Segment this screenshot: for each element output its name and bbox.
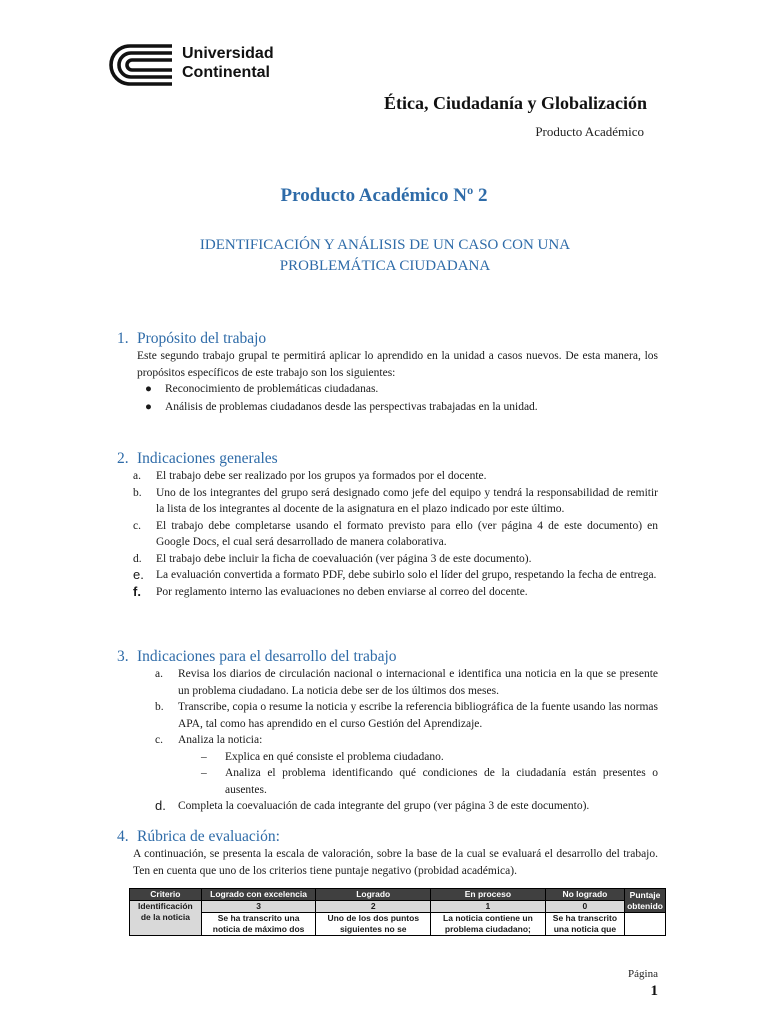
table-cell-score: 1 <box>431 901 546 913</box>
table-row <box>130 901 666 913</box>
section-4-title: Rúbrica de evaluación: <box>137 828 280 845</box>
list-item-text: Explica en qué consiste el problema ciudadano. <box>225 750 444 763</box>
list-marker: – <box>201 767 207 779</box>
list-item <box>155 749 658 766</box>
list-item <box>155 798 658 815</box>
list-item <box>133 584 658 601</box>
logo-wordmark <box>182 44 274 82</box>
list-item <box>133 551 658 568</box>
list-marker: b. <box>155 701 164 713</box>
list-item <box>155 765 658 798</box>
list-item-text: Transcribe, copia o resume la noticia y escribe la referencia bibliográfica de la fuente usando las normas APA, tal como has aprendido en el curso Gestión del Aprendizaje. <box>178 701 658 730</box>
table-cell-score: 2 <box>316 901 431 913</box>
list-marker: d. <box>133 552 142 565</box>
list-item-text: Analiza el problema identificando qué condiciones de la ciudadanía están presentes o ausentes. <box>225 767 658 796</box>
list-marker: c. <box>133 519 141 532</box>
table-cell: noticia de máximo dos <box>201 924 316 936</box>
section-4-number: 4. <box>117 828 129 845</box>
table-cell-score: 3 <box>201 901 316 913</box>
list-item <box>155 666 658 699</box>
bullet-icon: ● <box>145 400 152 413</box>
list-item-text: Completa la coevaluación de cada integrante del grupo (ver página 3 de este documento). <box>178 800 590 812</box>
section-3-heading <box>117 648 397 666</box>
section-1-heading <box>117 330 266 348</box>
section-2-number: 2. <box>117 450 129 467</box>
document-subtitle: IDENTIFICACIÓN Y ANÁLISIS DE UN CASO CON UNA PROBLEMÁTICA CIUDADANA <box>199 237 571 274</box>
list-item <box>145 399 658 416</box>
section-4-text: A continuación, se presenta la escala de valoración, sobre la base de la cual se evaluará el desarrollo del trabajo. Ten en cuenta que uno de los criterios tiene puntaje negativo (probidad académica). <box>133 848 658 877</box>
table-cell-criterion: Identificación de la noticia <box>130 901 202 936</box>
section-1-bullets <box>145 381 658 415</box>
table-header: Logrado con excelencia <box>201 889 316 901</box>
list-item-text: La evaluación convertida a formato PDF, debe subirlo solo el líder del grupo, respetando la fecha de entrega. <box>156 569 657 581</box>
table-header: Logrado <box>316 889 431 901</box>
table-cell: Uno de los dos puntos <box>316 913 431 925</box>
course-subtitle: Producto Académico <box>535 124 644 139</box>
section-2-title: Indicaciones generales <box>137 450 278 467</box>
list-item-text: Revisa los diarios de circulación nacional o internacional e identifica una noticia en la que se presente un problema ciudadano. La noticia debe ser de los últimos dos meses. <box>178 668 658 697</box>
section-2-heading <box>117 450 278 468</box>
section-1-title: Propósito del trabajo <box>137 330 267 347</box>
section-1-number: 1. <box>117 330 129 347</box>
list-item-text: Analiza la noticia: <box>178 734 263 746</box>
section-3-list <box>155 666 658 815</box>
list-item <box>133 468 658 485</box>
list-item <box>155 732 658 749</box>
section-4-heading <box>117 828 280 846</box>
list-marker: d. <box>155 798 166 813</box>
list-item <box>155 699 658 732</box>
list-item-text: Por reglamento interno las evaluaciones no deben enviarse al correo del docente. <box>156 585 528 598</box>
table-header: No logrado <box>545 889 624 901</box>
list-item-text: Uno de los integrantes del grupo será designado como jefe del equipo y tendrá la responsabilidad de remitir la lista de los integrantes al docente de la asignatura en el plazo indicado por este último. <box>156 486 658 515</box>
course-title: Ética, Ciudadanía y Globalización <box>383 93 647 113</box>
list-item <box>133 485 658 518</box>
document-title: Producto Académico Nº 2 <box>280 185 488 206</box>
logo-line-1: Universidad <box>182 45 274 62</box>
list-item-text: Reconocimiento de problemáticas ciudadanas. <box>165 383 379 395</box>
list-marker: a. <box>133 470 141 482</box>
list-item <box>133 567 658 584</box>
list-item-text: El trabajo debe completarse usando el formato previsto para ello (ver página 4 de este documento) en Google Docs, el cual será desarrollado de manera colaborativa. <box>156 519 658 548</box>
universidad-continental-logo-icon <box>108 42 174 88</box>
list-marker: b. <box>133 486 142 499</box>
table-cell-score: 0 <box>545 901 624 913</box>
table-cell: una noticia que <box>545 924 624 936</box>
list-marker: e. <box>133 567 144 582</box>
page-label: Página <box>628 968 658 980</box>
table-cell: Se ha transcrito una <box>201 913 316 925</box>
table-cell: problema ciudadano; <box>431 924 546 936</box>
table-cell: La noticia contiene un <box>431 913 546 925</box>
table-header: Puntaje obtenido <box>625 889 666 913</box>
table-row <box>130 913 666 925</box>
section-1-text: Este segundo trabajo grupal te permitirá aplicar lo aprendido en la unidad a casos nuevos. De esta manera, los propósitos específicos de este trabajo son los siguientes: <box>137 350 658 379</box>
table-cell: siguientes no se <box>316 924 431 936</box>
page-number: 1 <box>650 983 658 999</box>
list-marker: – <box>201 750 207 763</box>
section-2-list <box>133 468 658 600</box>
list-marker: c. <box>155 734 163 746</box>
table-header: En proceso <box>431 889 546 901</box>
table-row <box>130 924 666 936</box>
list-item <box>145 381 658 398</box>
list-item-text: El trabajo debe ser realizado por los grupos ya formados por el docente. <box>156 470 487 482</box>
table-header: Criterio <box>130 889 202 901</box>
list-marker: a. <box>155 668 163 680</box>
table-cell: Se ha transcrito <box>545 913 624 925</box>
table-cell-score-obtained <box>625 913 666 936</box>
bullet-icon: ● <box>145 383 152 395</box>
section-3-number: 3. <box>117 648 129 665</box>
list-item <box>133 518 658 551</box>
section-3-title: Indicaciones para el desarrollo del trabajo <box>137 648 397 665</box>
list-item-text: El trabajo debe incluir la ficha de coevaluación (ver página 3 de este documento). <box>156 552 532 565</box>
rubric-table <box>129 888 666 936</box>
list-marker: f. <box>133 583 141 599</box>
logo-line-2: Continental <box>182 64 270 81</box>
table-header-row <box>130 889 666 901</box>
list-item-text: Análisis de problemas ciudadanos desde las perspectivas trabajadas en la unidad. <box>165 400 538 413</box>
